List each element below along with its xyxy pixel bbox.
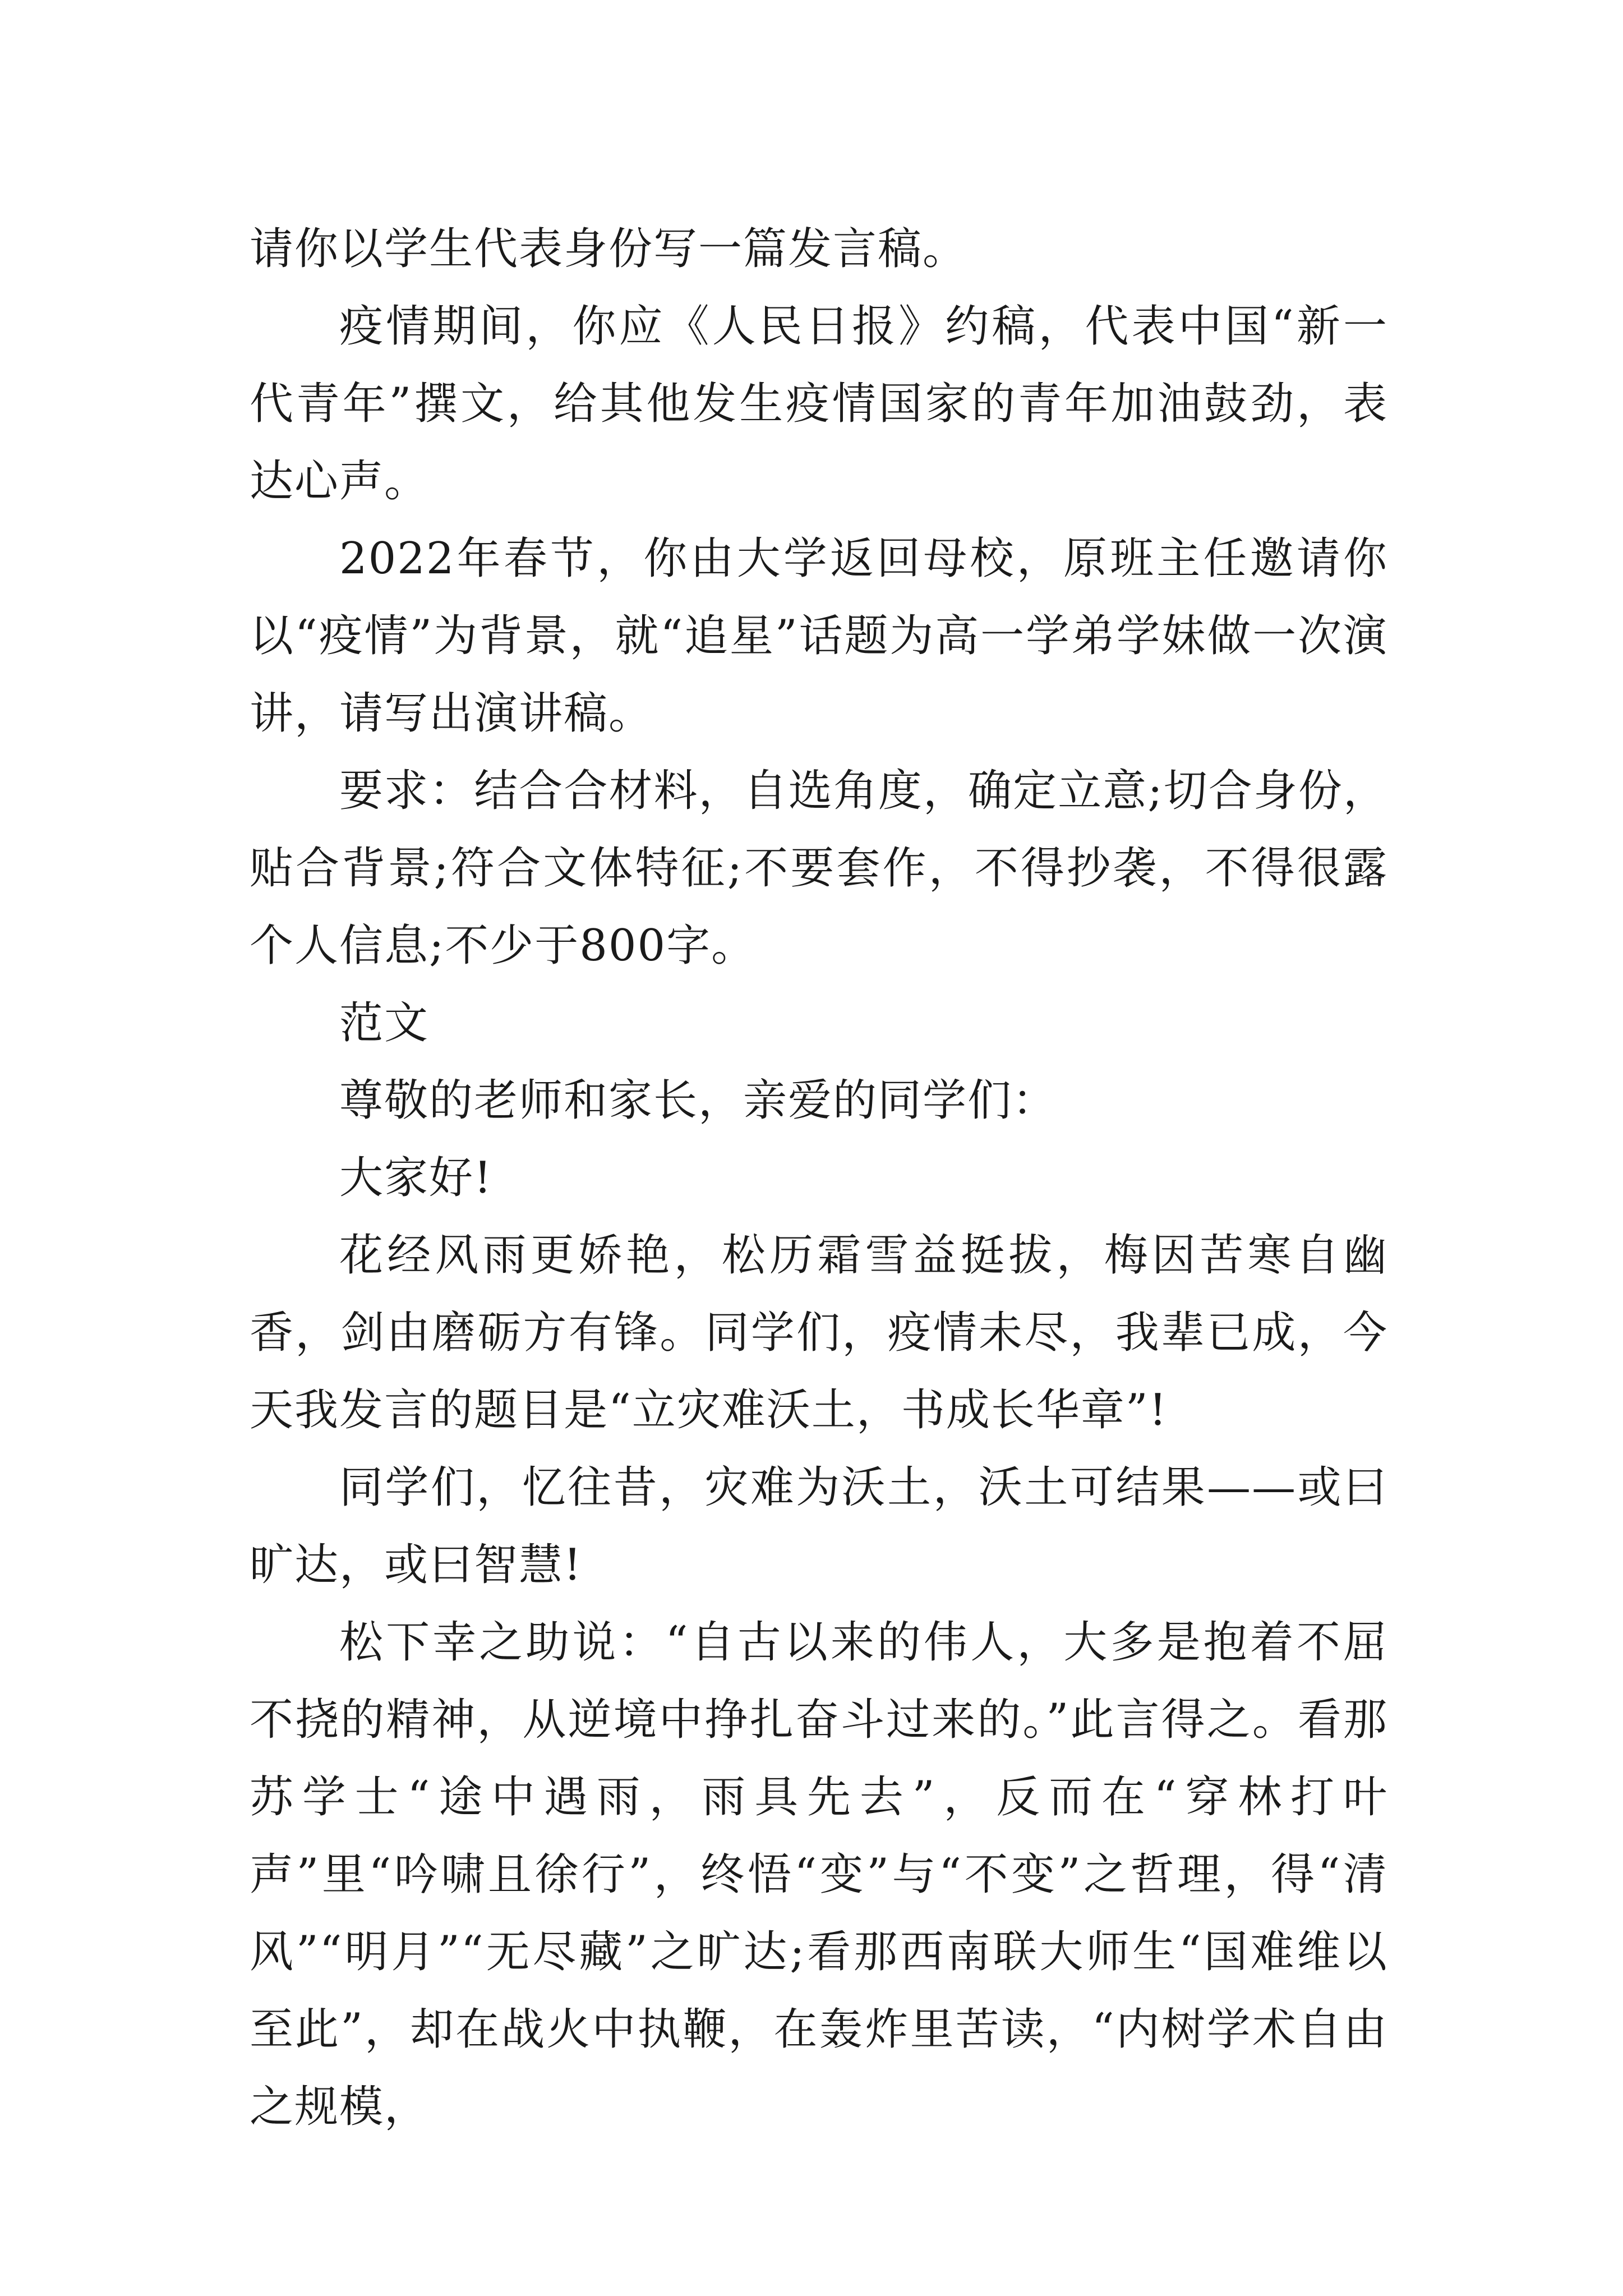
- paragraph-greeting: 大家好!: [339, 1153, 493, 1203]
- paragraph-task-continuation: 请你以学生代表身份写一篇发言稿。: [250, 224, 968, 274]
- paragraph-requirements: 要求：结合合材料，自选角度，确定立意;切合身份，贴合背景;符合文体特征;不要套作，不得抄袭，不得很露个人信息;不少于800字。: [250, 766, 1388, 971]
- paragraph-examples: 松下幸之助说：“自古以来的伟人，大多是抱着不屈不挠的精神，从逆境中挣扎奋斗过来的。”此言得之。看那苏学士“途中遇雨，雨具先去”，反而在“穿林打叶声”里“吟啸且徐行”，终悟“变”与“不变”之哲理，得“清风”“明月”“无尽藏”之旷达;看那西南联大师生“国难维以至此”，却在战火中执鞭，在轰炸里苦读，“内树学术自由之规模，: [250, 1617, 1388, 2132]
- paragraph-prompt-spring-festival: 2022年春节，你由大学返回母校，原班主任邀请你以“疫情”为背景，就“追星”话题为高一学弟学妹做一次演讲，请写出演讲稿。: [250, 533, 1388, 739]
- paragraph-prompt-people-daily: 疫情期间，你应《人民日报》约稿，代表中国“新一代青年”撰文，给其他发生疫情国家的青年加油鼓劲，表达心声。: [250, 301, 1388, 507]
- paragraph-salutation: 尊敬的老师和家长，亲爱的同学们：: [339, 1075, 1058, 1126]
- paragraph-opening: 花经风雨更娇艳，松历霜雪益挺拔，梅因苦寒自幽香，剑由磨砺方有锋。同学们，疫情未尽，我辈已成，今天我发言的题目是“立灾难沃土，书成长华章”!: [250, 1230, 1388, 1435]
- document-body: [250, 210, 1388, 2146]
- paragraph-thesis: 同学们，忆往昔，灾难为沃土，沃土可结果——或曰旷达，或曰智慧!: [250, 1462, 1388, 1590]
- paragraph-sample-heading: 范文: [339, 998, 430, 1048]
